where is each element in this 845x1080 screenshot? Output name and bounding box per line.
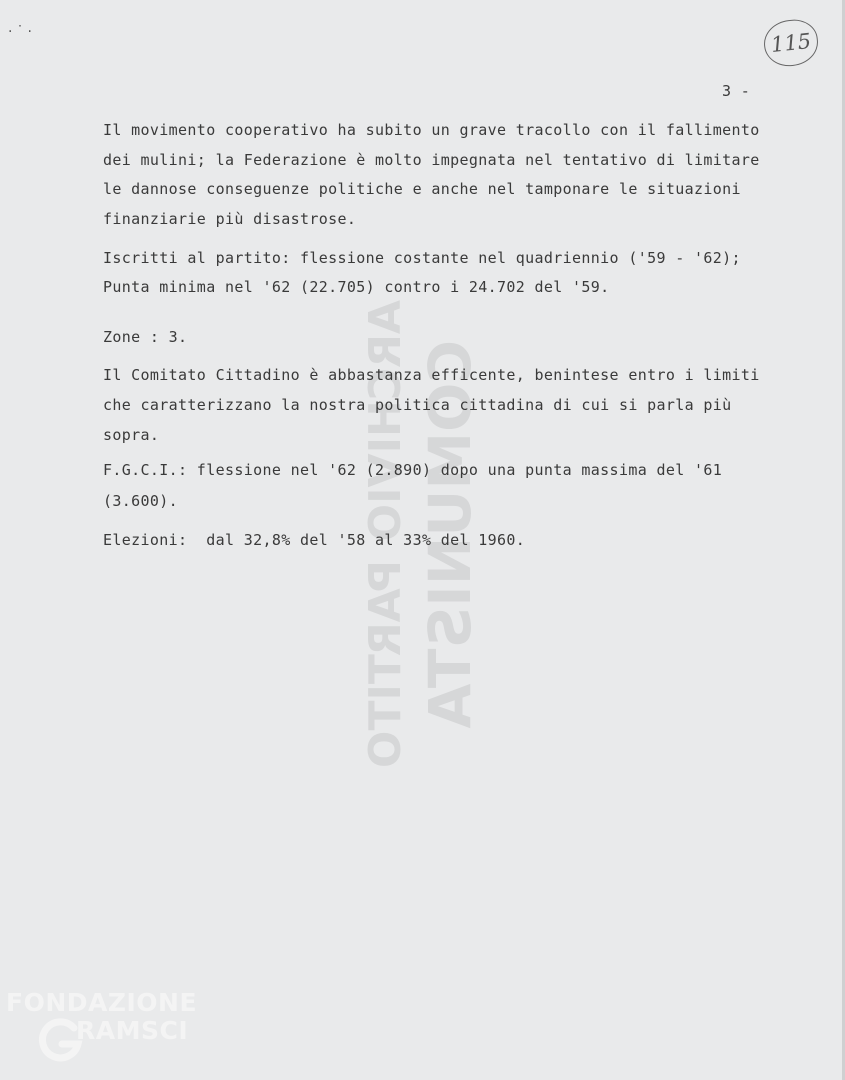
archive-number-stamp: 115 — [762, 17, 821, 68]
text-line: (3.600). — [103, 492, 179, 510]
text-line: Zone : 3. — [103, 328, 188, 346]
stamp-text-a: ARCHIVIO — [360, 300, 411, 542]
text-line: Elezioni: dal 32,8% del '58 al 33% del 1960. — [103, 531, 526, 549]
text-line: Il Comitato Cittadino è abbastanza efficente, benintese entro i limiti — [103, 366, 760, 384]
text-line: Il movimento cooperativo ha subito un grave tracollo con il fallimento — [103, 121, 760, 139]
corner-marks: ·˙· — [8, 24, 36, 40]
fondazione-gramsci-watermark — [6, 988, 216, 1068]
page-number: 3 - — [722, 82, 751, 100]
text-line: Punta minima nel '62 (22.705) contro i 24.702 del '59. — [103, 278, 610, 296]
text-line: Iscritti al partito: flessione costante nel quadriennio ('59 - '62); — [103, 249, 741, 267]
text-line: F.G.C.I.: flessione nel '62 (2.890) dopo una punta massima del '61 — [103, 461, 723, 479]
text-line: finanziarie più disastrose. — [103, 210, 357, 228]
watermark-line2: RAMSCI — [76, 1016, 189, 1045]
text-line: dei mulini; la Federazione è molto impegnata nel tentativo di limitare — [103, 151, 760, 169]
text-line: che caratterizzano la nostra politica cittadina di cui si parla più — [103, 396, 732, 414]
stamp-text-b: PARTITO — [360, 560, 411, 768]
text-line: sopra. — [103, 426, 160, 444]
text-line: le dannose conseguenze politiche e anche nel tamponare le situazioni — [103, 180, 741, 198]
watermark-line1: FONDAZIONE — [6, 988, 198, 1017]
stamp-text-c: COMUNISTA — [416, 340, 484, 729]
